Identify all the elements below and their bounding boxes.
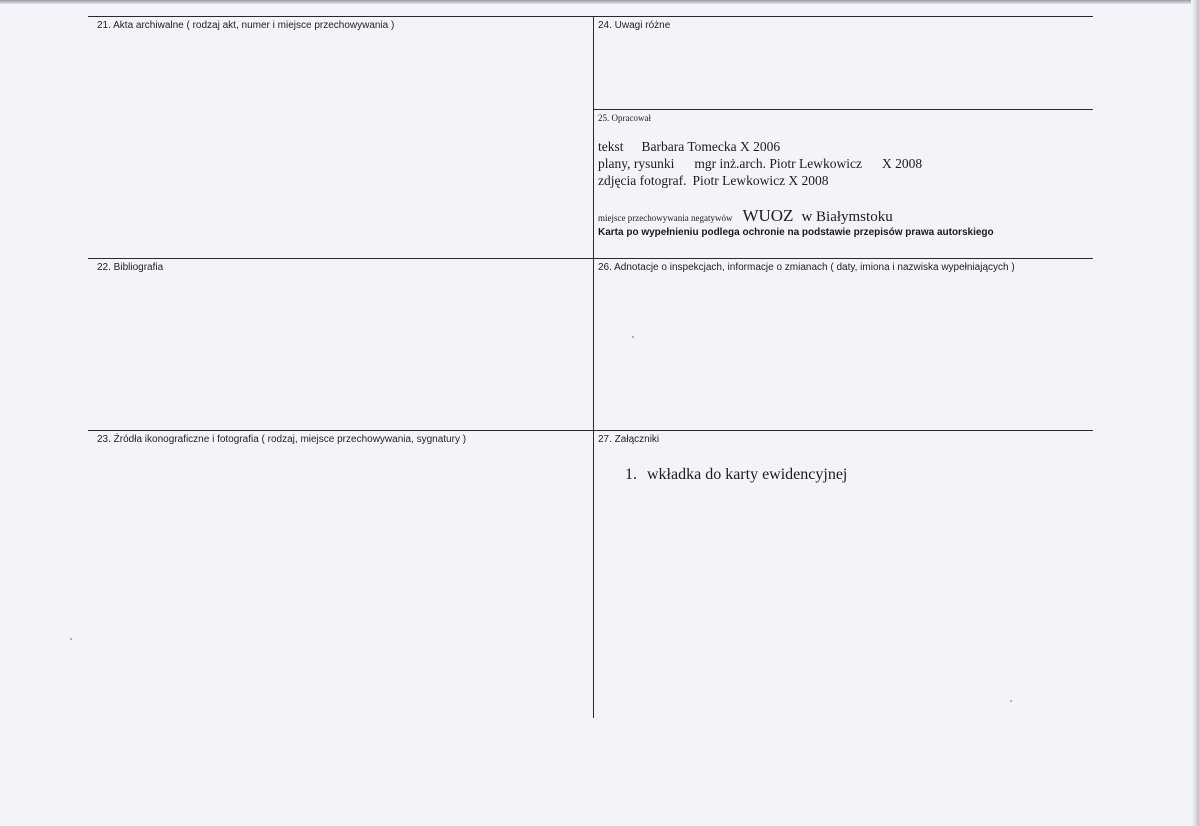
- rule-row-2: [88, 258, 1093, 259]
- opracowal-value-zdjecia: Piotr Lewkowicz X 2008: [692, 173, 829, 188]
- field-21-label: 21. Akta archiwalne ( rodzaj akt, numer i miejsce przechowywania ): [97, 20, 395, 31]
- attachment-number: 1.: [625, 466, 637, 483]
- opracowal-role-plany: plany, rysunki: [598, 156, 675, 171]
- field-25-label: 25. Opracował: [598, 113, 651, 123]
- opracowal-value-plany: mgr inż.arch. Piotr Lewkowicz: [694, 156, 862, 171]
- scan-speck: [70, 638, 72, 640]
- opracowal-line-zdjecia: [598, 172, 829, 189]
- scan-edge-top: [0, 0, 1199, 4]
- scan-edge-right: [1191, 0, 1199, 826]
- scan-speck: [632, 336, 634, 338]
- rule-24-25: [593, 109, 1093, 110]
- negatives-label: miejsce przechowywania negatywów: [598, 213, 733, 223]
- top-rule: [88, 16, 1093, 17]
- negatives-org: WUOZ: [742, 206, 794, 225]
- opracowal-role-zdjecia: zdjęcia fotograf.: [598, 173, 687, 188]
- negatives-city: w Białymstoku: [801, 209, 893, 225]
- opracowal-value-tekst: Barbara Tomecka X 2006: [641, 139, 781, 154]
- field-22-label: 22. Bibliografia: [97, 262, 164, 273]
- field-23-label: 23. Źródła ikonograficzne i fotografia ( rodzaj, miejsce przechowywania, sygnatury ): [97, 434, 467, 445]
- opracowal-date-plany: X 2008: [881, 156, 923, 171]
- scan-speck: [1010, 700, 1012, 702]
- opracowal-line-tekst: [598, 138, 780, 155]
- opracowal-role-tekst: tekst: [598, 139, 624, 154]
- center-divider: [593, 16, 594, 718]
- field-27-label: 27. Załączniki: [598, 434, 660, 445]
- rule-row-3: [88, 430, 1093, 431]
- negatives-line: [598, 206, 893, 226]
- opracowal-line-plany: [598, 155, 922, 172]
- field-26-label: 26. Adnotacje o inspekcjach, informacje o zmianach ( daty, imiona i nazwiska wypełniających ): [598, 262, 1015, 273]
- field-24-label: 24. Uwagi różne: [598, 20, 671, 31]
- copyright-notice: Karta po wypełnieniu podlega ochronie na podstawie przepisów prawa autorskiego: [598, 227, 994, 238]
- attachment-text: wkładka do karty ewidencyjnej: [647, 466, 848, 483]
- attachment-item: [625, 466, 847, 484]
